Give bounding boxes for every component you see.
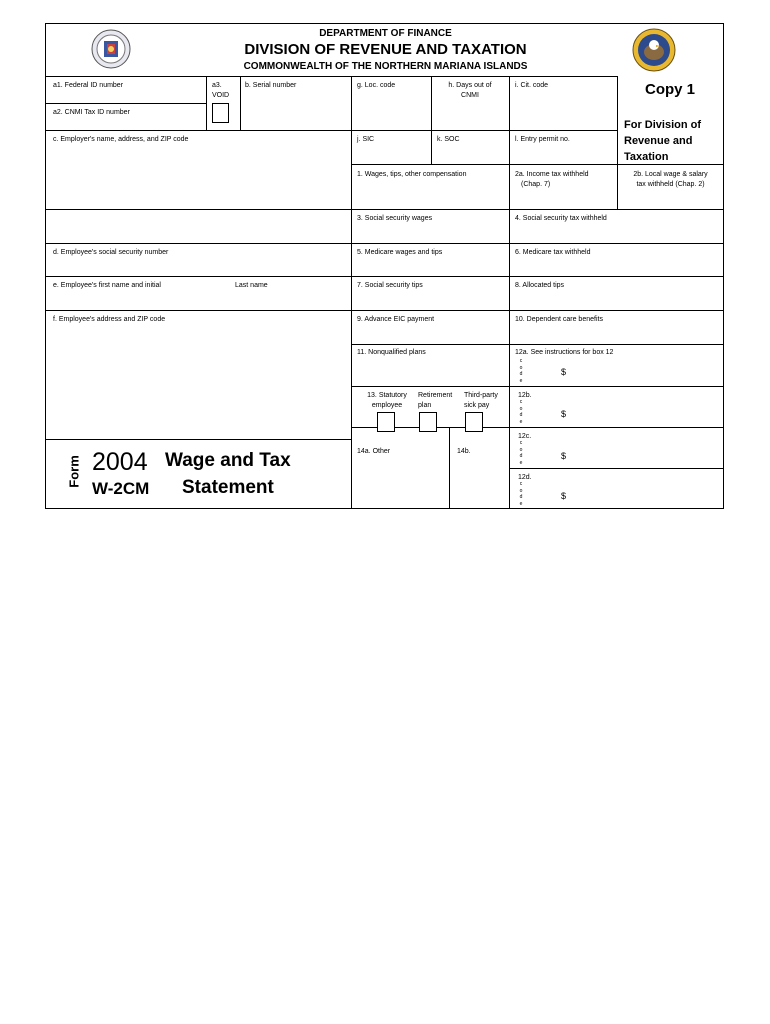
form-number: W-2CM xyxy=(92,479,150,498)
entry-permit-label: l. Entry permit no. xyxy=(515,136,570,143)
employer-name-label: c. Employer's name, address, and ZIP code xyxy=(53,136,189,143)
form-word-wrap xyxy=(64,447,84,499)
box13-sub-label: employee xyxy=(371,402,403,409)
form-year: 2004 xyxy=(92,448,148,476)
box7-label: 7. Social security tips xyxy=(357,282,423,289)
box12c-dollar: $ xyxy=(561,451,567,461)
employee-first-name-label: e. Employee's first name and initial xyxy=(53,282,161,289)
retirement-plan-checkbox[interactable] xyxy=(419,412,437,432)
box13-label: 13. Statutory xyxy=(367,392,407,399)
form-title-line2: Statement xyxy=(182,477,274,498)
employee-last-name-label: Last name xyxy=(235,282,268,289)
employee-ssn-label: d. Employee's social security number xyxy=(53,249,169,256)
box14a-label: 14a. Other xyxy=(357,448,391,455)
void-checkbox[interactable] xyxy=(212,103,229,123)
box8-label: 8. Allocated tips xyxy=(515,282,565,289)
box12b-label: 12b. xyxy=(518,392,532,399)
box12a-label: 12a. See instructions for box 12 xyxy=(515,349,614,356)
cnmi-seal-icon xyxy=(91,29,131,69)
box12c-label: 12c. xyxy=(518,433,532,440)
box5-label: 5. Medicare wages and tips xyxy=(357,249,443,256)
box12d-label: 12d. xyxy=(518,474,532,481)
cnmi-tax-id-label: a2. CNMI Tax ID number xyxy=(53,109,130,116)
commonwealth-heading: COMMONWEALTH OF THE NORTHERN MARIANA ISLANDS xyxy=(243,61,528,72)
void-label-line1: a3. xyxy=(212,82,222,89)
box14b-label: 14b. xyxy=(457,448,471,455)
thirdparty-sick-pay-checkbox[interactable] xyxy=(465,412,483,432)
box3-label: 3. Social security wages xyxy=(357,215,433,222)
sic-label: j. SIC xyxy=(357,136,375,143)
department-heading: DEPARTMENT OF FINANCE xyxy=(319,28,452,39)
employee-address-label: f. Employee's address and ZIP code xyxy=(53,316,166,323)
copy-line1: For Division of xyxy=(624,119,701,131)
division-heading: DIVISION OF REVENUE AND TAXATION xyxy=(244,41,527,58)
form-title-line1: Wage and Tax xyxy=(165,450,291,471)
box4-label: 4. Social security tax withheld xyxy=(515,215,607,222)
box2a-label-line1: 2a. Income tax withheld xyxy=(515,171,589,178)
soc-label: k. SOC xyxy=(437,136,460,143)
box12b-dollar: $ xyxy=(561,409,567,419)
void-label-line2: VOID xyxy=(212,92,230,99)
days-out-label-line2: CNMI xyxy=(461,92,479,99)
cit-code-label: i. Cit. code xyxy=(515,82,549,89)
retirement-label-line2: plan xyxy=(418,402,432,409)
copy-title: Copy 1 xyxy=(645,81,696,98)
copy-line3: Taxation xyxy=(624,151,669,163)
box12a-code: c o d e xyxy=(519,358,523,384)
box9-label: 9. Advance EIC payment xyxy=(357,316,435,323)
copy-line2: Revenue and xyxy=(624,135,693,147)
box2a-label-line2: (Chap. 7) xyxy=(521,181,551,188)
loc-code-label: g. Loc. code xyxy=(357,82,396,89)
box2b-label-line1: 2b. Local wage & salary xyxy=(633,171,708,178)
box12a-dollar: $ xyxy=(561,367,567,377)
box12b-code: c o d e xyxy=(519,399,523,425)
box2b-label-line2: tax withheld (Chap. 2) xyxy=(636,181,705,188)
days-out-label-line1: h. Days out of xyxy=(448,82,492,89)
box12d-code: c o d e xyxy=(519,481,523,507)
statutory-employee-checkbox[interactable] xyxy=(377,412,395,432)
w2cm-form xyxy=(45,23,724,509)
retirement-label-line1: Retirement xyxy=(418,392,453,399)
form-word: Form xyxy=(66,455,82,488)
box6-label: 6. Medicare tax withheld xyxy=(515,249,591,256)
serial-number-label: b. Serial number xyxy=(245,82,297,89)
federal-id-label: a1. Federal ID number xyxy=(53,82,124,89)
box12c-code: c o d e xyxy=(519,440,523,466)
eagle-seal-icon xyxy=(632,28,676,72)
thirdparty-label-line2: sick pay xyxy=(464,402,490,409)
box10-label: 10. Dependent care benefits xyxy=(515,316,603,323)
box12d-dollar: $ xyxy=(561,491,567,501)
thirdparty-label-line1: Third-party xyxy=(464,392,498,399)
box1-label: 1. Wages, tips, other compensation xyxy=(357,171,467,178)
box11-label: 11. Nonqualified plans xyxy=(357,349,426,356)
